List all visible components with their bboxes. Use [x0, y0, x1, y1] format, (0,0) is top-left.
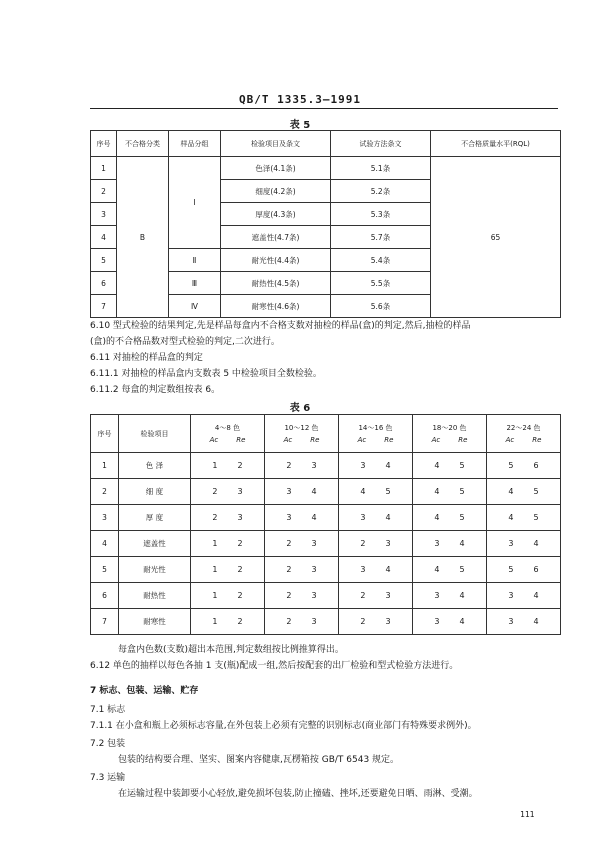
ac-value: 2 [360, 591, 366, 600]
t5-row-no: 6 [91, 272, 117, 295]
t5-row-item: 色泽(4.1条) [221, 157, 331, 180]
table-row [91, 453, 561, 479]
re-value: 4 [459, 539, 465, 548]
re-label: Re [236, 436, 246, 444]
t6-row-item: 细 度 [119, 479, 191, 505]
t6-cell [339, 479, 413, 505]
ac-value: 2 [360, 539, 366, 548]
re-value: 2 [237, 591, 243, 600]
re-value: 4 [385, 461, 391, 470]
re-value: 2 [237, 461, 243, 470]
para-6-10-line2: (盒)的不合格品数对型式检验的判定,二次进行。 [90, 337, 280, 347]
ac-value: 4 [508, 487, 514, 496]
t6-cell [413, 479, 487, 505]
t6-cell [339, 531, 413, 557]
t6-row-no: 3 [91, 505, 119, 531]
re-value: 2 [237, 617, 243, 626]
t6-row-item: 色 泽 [119, 453, 191, 479]
t5-header-category: 不合格分类 [117, 131, 169, 157]
para-6-12: 6.12 单色的抽样以每色各抽 1 支(瓶)配成一组,然后按配套的出厂检验和型式检验方法进行。 [90, 661, 459, 671]
heading-7: 7 标志、包装、运输、贮存 [90, 686, 199, 696]
re-value: 4 [533, 539, 539, 548]
t6-cell [339, 453, 413, 479]
t6-group-label: 22～24 色 [506, 424, 541, 432]
t5-header-item: 检验项目及条文 [221, 131, 331, 157]
re-value: 5 [385, 487, 391, 496]
t6-cell [265, 583, 339, 609]
t5-header-group: 样品分组 [169, 131, 221, 157]
t6-group-label: 14～16 色 [358, 424, 393, 432]
t5-row-method: 5.3条 [331, 203, 431, 226]
ac-label: Ac [357, 436, 367, 444]
re-value: 4 [385, 565, 391, 574]
t5-row-item: 耐热性(4.5条) [221, 272, 331, 295]
ac-label: Ac [431, 436, 441, 444]
t6-cell [265, 557, 339, 583]
t5-row-item: 厚度(4.3条) [221, 203, 331, 226]
t6-row-no: 1 [91, 453, 119, 479]
t5-row-group: Ⅲ [169, 272, 221, 295]
t6-cell [413, 505, 487, 531]
t6-cell [413, 453, 487, 479]
heading-7-3: 7.3 运输 [90, 773, 126, 783]
re-value: 4 [459, 591, 465, 600]
t5-row-group: Ⅱ [169, 249, 221, 272]
t6-header-item: 检验项目 [119, 415, 191, 453]
ac-value: 1 [212, 617, 218, 626]
t6-group-header [265, 415, 339, 453]
t6-cell [191, 531, 265, 557]
t6-cell [487, 583, 561, 609]
t6-row-no: 7 [91, 609, 119, 635]
para-6-11-2: 6.11.2 每盒的判定数组按表 6。 [90, 385, 221, 395]
t6-group-header [339, 415, 413, 453]
t6-cell [413, 609, 487, 635]
table6-caption: 表 6 [289, 403, 311, 414]
re-value: 5 [459, 565, 465, 574]
re-value: 5 [459, 513, 465, 522]
ac-value: 3 [434, 591, 440, 600]
t6-group-label: 18～20 色 [432, 424, 467, 432]
re-value: 3 [385, 539, 391, 548]
t6-row-item: 耐热性 [119, 583, 191, 609]
t6-cell [265, 453, 339, 479]
t6-row-no: 4 [91, 531, 119, 557]
t6-group-header [191, 415, 265, 453]
t6-cell [265, 531, 339, 557]
t6-row-item: 耐寒性 [119, 609, 191, 635]
ac-value: 4 [434, 513, 440, 522]
ac-value: 3 [434, 539, 440, 548]
t6-row-item: 厚 度 [119, 505, 191, 531]
t5-row-no: 1 [91, 157, 117, 180]
ac-value: 4 [434, 487, 440, 496]
re-label: Re [458, 436, 468, 444]
t5-group-1: Ⅰ [169, 157, 221, 249]
ac-value: 3 [286, 487, 292, 496]
table-row [91, 505, 561, 531]
t6-body [91, 453, 561, 635]
re-value: 5 [459, 487, 465, 496]
para-7-3: 在运输过程中装卸要小心轻放,避免损坏包装,防止撞磕、挫坏,还要避免日晒、雨淋、受潮。 [118, 789, 478, 799]
table-row [91, 609, 561, 635]
t5-row-item: 细度(4.2条) [221, 180, 331, 203]
table-row [91, 583, 561, 609]
table5 [90, 130, 561, 318]
t6-cell [191, 557, 265, 583]
ac-label: Ac [283, 436, 293, 444]
t5-row-method: 5.4条 [331, 249, 431, 272]
t5-row-method: 5.5条 [331, 272, 431, 295]
t5-header-rql: 不合格质量水平(RQL) [431, 131, 561, 157]
ac-value: 2 [286, 617, 292, 626]
re-value: 4 [385, 513, 391, 522]
t6-row-no: 6 [91, 583, 119, 609]
table-row [91, 557, 561, 583]
re-value: 5 [533, 513, 539, 522]
re-value: 6 [533, 565, 539, 574]
t6-cell [487, 557, 561, 583]
t6-row-no: 5 [91, 557, 119, 583]
re-value: 2 [237, 565, 243, 574]
ac-value: 5 [508, 565, 514, 574]
t5-row-method: 5.6条 [331, 295, 431, 318]
note-range: 每盒内色数(支数)超出本范围,判定数组按比例推算得出。 [118, 645, 344, 655]
table-row [91, 479, 561, 505]
t6-group-label: 4～8 色 [214, 424, 241, 432]
para-7-2: 包装的结构要合理、坚实、图案内容健康,瓦楞箱按 GB/T 6543 规定。 [118, 755, 400, 765]
t5-row-method: 5.1条 [331, 157, 431, 180]
t5-header-no: 序号 [91, 131, 117, 157]
t5-row-no: 7 [91, 295, 117, 318]
re-value: 3 [311, 461, 317, 470]
para-6-10-line1: 6.10 型式检验的结果判定,先是样品每盒内不合格支数对抽检的样品(盒)的判定,然后,抽检的样品 [90, 321, 471, 331]
re-label: Re [384, 436, 394, 444]
t6-cell [265, 505, 339, 531]
t6-row-item: 耐光性 [119, 557, 191, 583]
ac-value: 3 [360, 565, 366, 574]
t6-cell [339, 583, 413, 609]
t6-cell [191, 505, 265, 531]
re-value: 6 [533, 461, 539, 470]
ac-value: 3 [360, 461, 366, 470]
t6-cell [487, 453, 561, 479]
ac-value: 3 [434, 617, 440, 626]
t6-group-header [413, 415, 487, 453]
t6-cell [413, 557, 487, 583]
t5-row-group: Ⅳ [169, 295, 221, 318]
ac-value: 2 [212, 513, 218, 522]
re-value: 3 [311, 565, 317, 574]
re-value: 4 [533, 591, 539, 600]
t6-cell [413, 583, 487, 609]
t6-cell [339, 557, 413, 583]
ac-value: 4 [434, 565, 440, 574]
ac-value: 3 [508, 617, 514, 626]
t6-cell [413, 531, 487, 557]
re-value: 3 [311, 591, 317, 600]
ac-value: 3 [360, 513, 366, 522]
ac-value: 1 [212, 539, 218, 548]
page-number: 111 [520, 810, 535, 819]
re-label: Re [310, 436, 320, 444]
re-value: 3 [311, 617, 317, 626]
t6-cell [487, 479, 561, 505]
ac-label: Ac [209, 436, 219, 444]
table-row [91, 531, 561, 557]
ac-value: 2 [286, 461, 292, 470]
t6-cell [487, 531, 561, 557]
t6-header-no: 序号 [91, 415, 119, 453]
ac-value: 5 [508, 461, 514, 470]
t6-cell [191, 453, 265, 479]
t6-cell [339, 609, 413, 635]
ac-value: 3 [508, 539, 514, 548]
t6-cell [487, 609, 561, 635]
t6-cell [339, 505, 413, 531]
t5-header-method: 试验方法条文 [331, 131, 431, 157]
t6-group-label: 10～12 色 [284, 424, 319, 432]
ac-value: 4 [434, 461, 440, 470]
t5-row-no: 5 [91, 249, 117, 272]
re-value: 5 [533, 487, 539, 496]
re-value: 2 [237, 539, 243, 548]
heading-7-2: 7.2 包装 [90, 739, 126, 749]
ac-value: 4 [360, 487, 366, 496]
ac-value: 2 [286, 539, 292, 548]
t5-row-no: 3 [91, 203, 117, 226]
heading-7-1: 7.1 标志 [90, 705, 126, 715]
re-value: 5 [459, 461, 465, 470]
re-value: 3 [237, 513, 243, 522]
re-value: 4 [311, 487, 317, 496]
re-value: 4 [311, 513, 317, 522]
ac-value: 3 [286, 513, 292, 522]
header-rule [90, 108, 558, 109]
ac-value: 1 [212, 461, 218, 470]
ac-value: 3 [508, 591, 514, 600]
t5-row-item: 遮盖性(4.7条) [221, 226, 331, 249]
t5-row-method: 5.2条 [331, 180, 431, 203]
t6-cell [265, 479, 339, 505]
re-value: 3 [237, 487, 243, 496]
t5-row-item: 耐光性(4.4条) [221, 249, 331, 272]
t5-row-no: 2 [91, 180, 117, 203]
t5-category: B [117, 157, 169, 318]
t6-cell [191, 583, 265, 609]
t5-row-no: 4 [91, 226, 117, 249]
table5-caption: 表 5 [289, 120, 311, 131]
ac-value: 2 [212, 487, 218, 496]
t5-row-method: 5.7条 [331, 226, 431, 249]
t6-cell [191, 609, 265, 635]
t5-row-item: 耐寒性(4.6条) [221, 295, 331, 318]
t6-group-header [487, 415, 561, 453]
table6 [90, 414, 561, 635]
t6-row-no: 2 [91, 479, 119, 505]
re-value: 3 [311, 539, 317, 548]
t6-cell [191, 479, 265, 505]
ac-value: 2 [286, 565, 292, 574]
standard-code: QB/T 1335.3—1991 [239, 93, 361, 106]
ac-value: 2 [360, 617, 366, 626]
para-6-11-1: 6.11.1 对抽检的样品盒内支数表 5 中检验项目全数检验。 [90, 369, 322, 379]
t6-cell [265, 609, 339, 635]
ac-value: 2 [286, 591, 292, 600]
para-7-1-1: 7.1.1 在小盒和瓶上必须标志容量,在外包装上必须有完整的识别标志(商业部门有特殊要求例外)。 [90, 721, 477, 731]
re-label: Re [532, 436, 542, 444]
t6-cell [487, 505, 561, 531]
heading-6-11: 6.11 对抽检的样品盒的判定 [90, 353, 203, 363]
re-value: 3 [385, 591, 391, 600]
re-value: 4 [459, 617, 465, 626]
ac-value: 4 [508, 513, 514, 522]
ac-label: Ac [505, 436, 515, 444]
re-value: 3 [385, 617, 391, 626]
ac-value: 1 [212, 591, 218, 600]
t6-row-item: 遮盖性 [119, 531, 191, 557]
t5-rql: 65 [431, 157, 561, 318]
re-value: 4 [533, 617, 539, 626]
ac-value: 1 [212, 565, 218, 574]
